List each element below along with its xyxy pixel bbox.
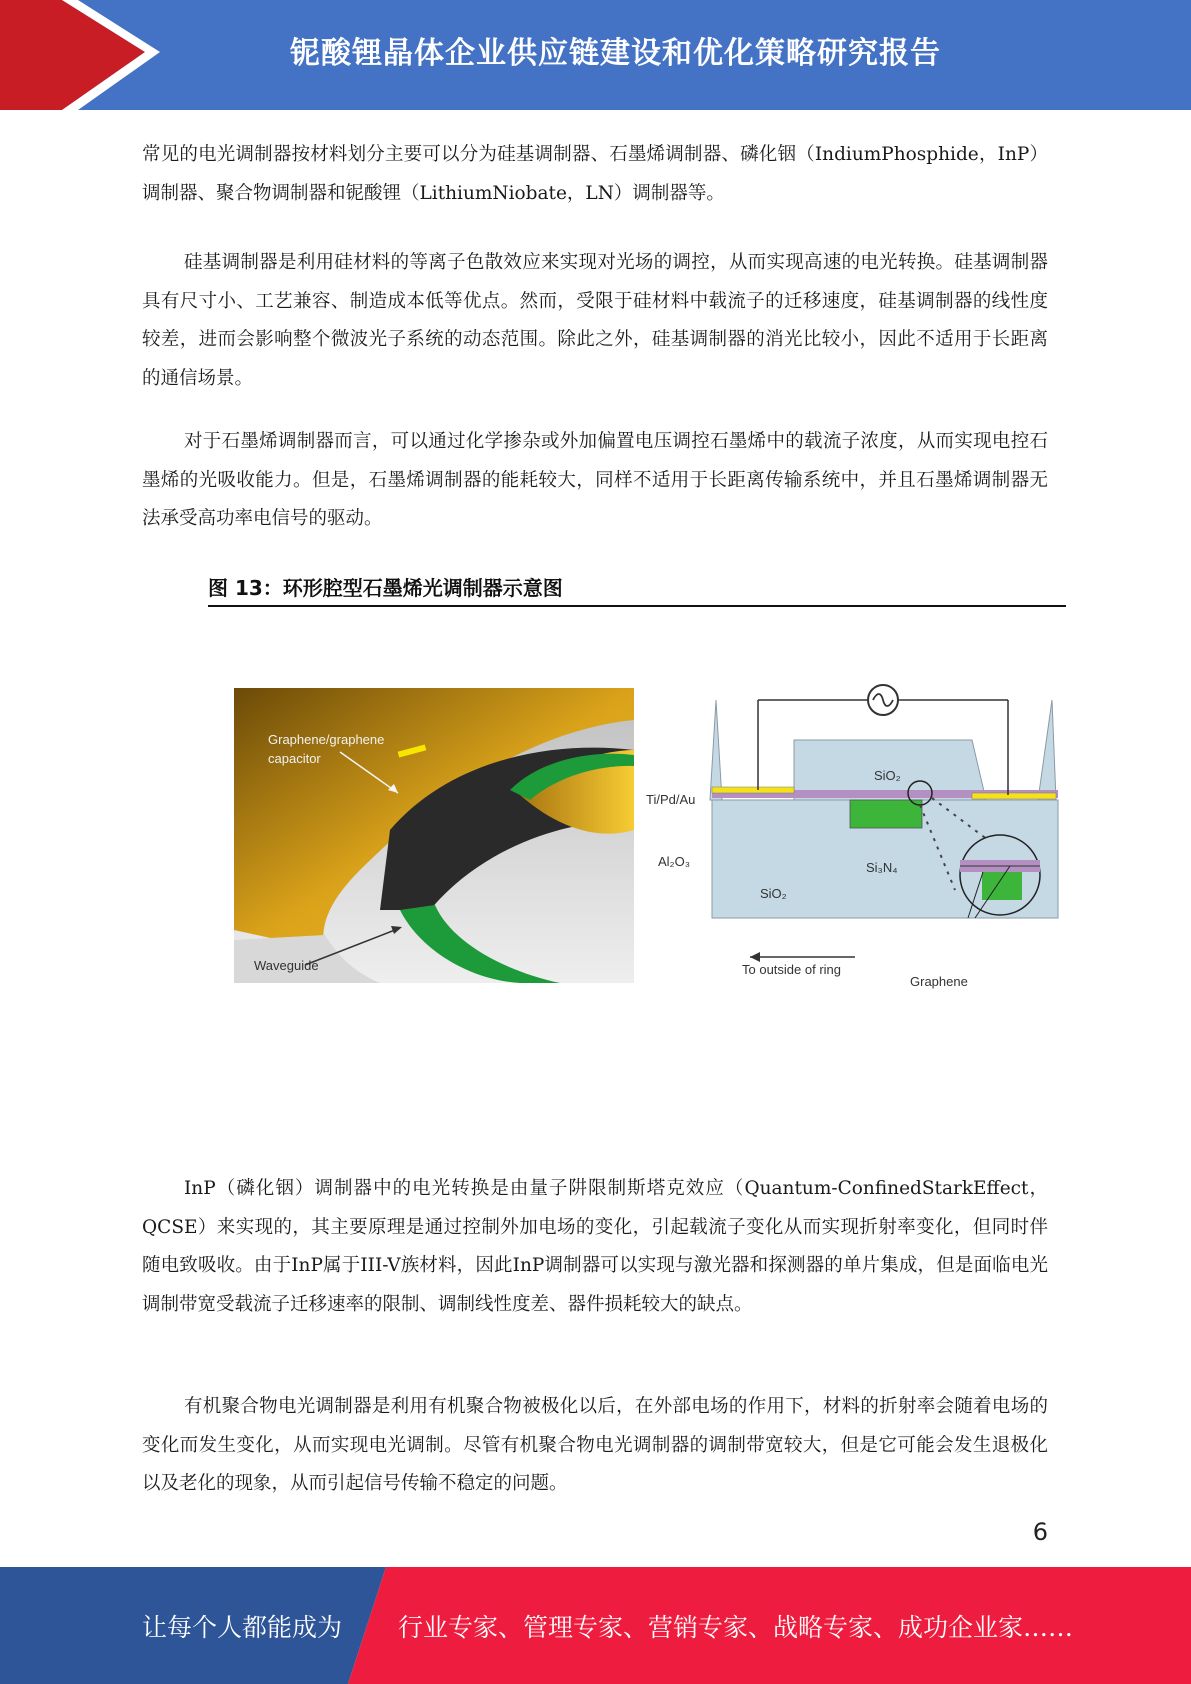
footer-slogan-left: 让每个人都能成为 (142, 1612, 343, 1642)
ring-resonator-illustration (234, 688, 634, 983)
label-sio2-bottom: SiO₂ (760, 886, 787, 901)
label-tipdau: Ti/Pd/Au (646, 792, 696, 807)
paragraph-modulator-types: 常见的电光调制器按材料划分主要可以分为硅基调制器、石墨烯调制器、磷化铟（IndiumPhosphide，InP）调制器、聚合物调制器和铌酸锂（LithiumNiobate，LN）调制器等。 (142, 144, 1048, 204)
footer-slogan-right: 行业专家、管理专家、营销专家、战略专家、成功企业家…… (398, 1612, 1074, 1642)
cross-section-schematic (646, 685, 1058, 989)
label-sio2-top: SiO₂ (874, 768, 901, 783)
header-arrow-icon (0, 0, 160, 110)
paragraph-silicon-modulator: 硅基调制器是利用硅材料的等离子色散效应来实现对光场的调控，从而实现高速的电光转换。硅基调制器具有尺寸小、工艺兼容、制造成本低等优点。然而，受限于硅材料中载流子的迁移速度，硅基调制器的线性度较差，进而会影响整个微波光子系统的动态范围。除此之外，硅基调制器的消光比较小，因此不适用于长距离的通信场景。 (142, 252, 1048, 389)
label-graphene: Graphene (910, 974, 968, 989)
page-footer (0, 1567, 1191, 1684)
label-si3n4: Si₃N₄ (866, 860, 898, 875)
label-al2o3: Al₂O₃ (658, 854, 691, 869)
label-graphene-capacitor-line2: capacitor (268, 751, 321, 766)
report-title: 铌酸锂晶体企业供应链建设和优化策略研究报告 (290, 36, 941, 71)
label-graphene-capacitor-line1: Graphene/graphene (268, 732, 385, 747)
label-to-outside-of-ring: To outside of ring (742, 962, 842, 977)
paragraph-inp-modulator: InP（磷化铟）调制器中的电光转换是由量子阱限制斯塔克效应（Quantum-ConfinedStarkEffect，QCSE）来实现的，其主要原理是通过控制外加电场的变化，引起载流子变化从而实现折射率变化，但同时伴随电致吸收。由于InP属于III-V族材料，因此InP调制器可以实现与激光器和探测器的单片集成，但是面临电光调制带宽受载流子迁移速率的限制、调制线性度差、器件损耗较大的缺点。 (142, 1178, 1048, 1315)
page-number: 6 (1032, 1518, 1048, 1546)
figure-caption: 图 13：环形腔型石墨烯光调制器示意图 (208, 571, 1066, 607)
graphene-modulator-figure (230, 680, 1070, 995)
paragraph-polymer-modulator: 有机聚合物电光调制器是利用有机聚合物被极化以后，在外部电场的作用下，材料的折射率会随着电场的变化而发生变化，从而实现电光调制。尽管有机聚合物电光调制器的调制带宽较大，但是它可能会发生退极化以及老化的现象，从而引起信号传输不稳定的问题。 (142, 1396, 1048, 1494)
label-waveguide: Waveguide (254, 958, 319, 973)
page-header (0, 0, 1191, 110)
paragraph-graphene-modulator: 对于石墨烯调制器而言，可以通过化学掺杂或外加偏置电压调控石墨烯中的载流子浓度，从而实现电控石墨烯的光吸收能力。但是，石墨烯调制器的能耗较大，同样不适用于长距离传输系统中，并且石墨烯调制器无法承受高功率电信号的驱动。 (142, 431, 1048, 529)
